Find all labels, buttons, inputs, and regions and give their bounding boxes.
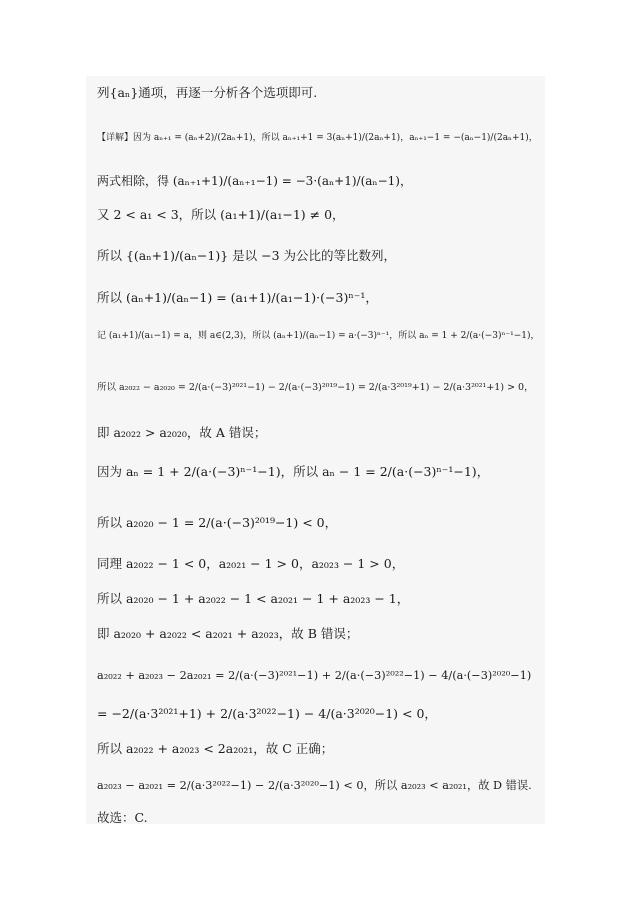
solution-line-9: 即 a₂₀₂₂ > a₂₀₂₀，故 A 错误； (97, 425, 267, 440)
solution-line-12: 同理 a₂₀₂₂ − 1 < 0，a₂₀₂₁ − 1 > 0，a₂₀₂₃ − 1 > 0， (97, 556, 405, 571)
solution-line-19: 故选：C. (97, 810, 148, 825)
solution-line-18: a₂₀₂₃ − a₂₀₂₁ = 2/(a·3²⁰²²−1) − 2/(a·3²⁰²⁰−1) < 0，所以 a₂₀₂₃ < a₂₀₂₁，故 D 错误. (97, 779, 532, 792)
solution-line-1: 列{aₙ}通项，再逐一分析各个选项即可. (97, 85, 318, 100)
solution-line-2: 【详解】因为 aₙ₊₁ = (aₙ+2)/(2aₙ+1)，所以 aₙ₊₁+1 = 3(aₙ+1)/(2aₙ+1)，aₙ₊₁−1 = −(aₙ−1)/(2aₙ+1)， (97, 133, 538, 143)
solution-line-7: 记 (a₁+1)/(a₁−1) = a，则 a∈(2,3)，所以 (aₙ+1)/(aₙ−1) = a·(−3)ⁿ⁻¹，所以 aₙ = 1 + 2/(a·(−3)ⁿ⁻¹−1)， (97, 331, 540, 341)
solution-line-5: 所以 {(aₙ+1)/(aₙ−1)} 是以 −3 为公比的等比数列， (97, 248, 397, 263)
solution-line-11: 所以 a₂₀₂₀ − 1 = 2/(a·(−3)²⁰¹⁹−1) < 0， (97, 515, 338, 530)
solution-line-6: 所以 (aₙ+1)/(aₙ−1) = (a₁+1)/(a₁−1)·(−3)ⁿ⁻¹， (97, 290, 378, 305)
solution-line-15: a₂₀₂₂ + a₂₀₂₃ − 2a₂₀₂₁ = 2/(a·(−3)²⁰²¹−1) + 2/(a·(−3)²⁰²²−1) − 4/(a·(−3)²⁰²⁰−1) (97, 669, 532, 682)
solution-line-10: 因为 aₙ = 1 + 2/(a·(−3)ⁿ⁻¹−1)，所以 aₙ − 1 = 2/(a·(−3)ⁿ⁻¹−1)， (97, 464, 490, 479)
solution-line-13: 所以 a₂₀₂₀ − 1 + a₂₀₂₂ − 1 < a₂₀₂₁ − 1 + a₂₀₂₃ − 1， (97, 591, 410, 606)
solution-line-8: 所以 a₂₀₂₂ − a₂₀₂₀ = 2/(a·(−3)²⁰²¹−1) − 2/(a·(−3)²⁰¹⁹−1) = 2/(a·3²⁰¹⁹+1) − 2/(a·3²⁰²¹+1) > 0， (97, 382, 534, 393)
solution-line-17: 所以 a₂₀₂₂ + a₂₀₂₃ < 2a₂₀₂₁，故 C 正确； (97, 741, 334, 756)
solution-line-14: 即 a₂₀₂₀ + a₂₀₂₂ < a₂₀₂₁ + a₂₀₂₃，故 B 错误； (97, 626, 359, 641)
solution-line-16: = −2/(a·3²⁰²¹+1) + 2/(a·3²⁰²²−1) − 4/(a·3²⁰²⁰−1) < 0， (97, 706, 437, 721)
solution-line-3: 两式相除，得 (aₙ₊₁+1)/(aₙ₊₁−1) = −3·(aₙ+1)/(aₙ−1)， (97, 174, 412, 188)
solution-line-4: 又 2 < a₁ < 3，所以 (a₁+1)/(a₁−1) ≠ 0， (97, 207, 345, 222)
